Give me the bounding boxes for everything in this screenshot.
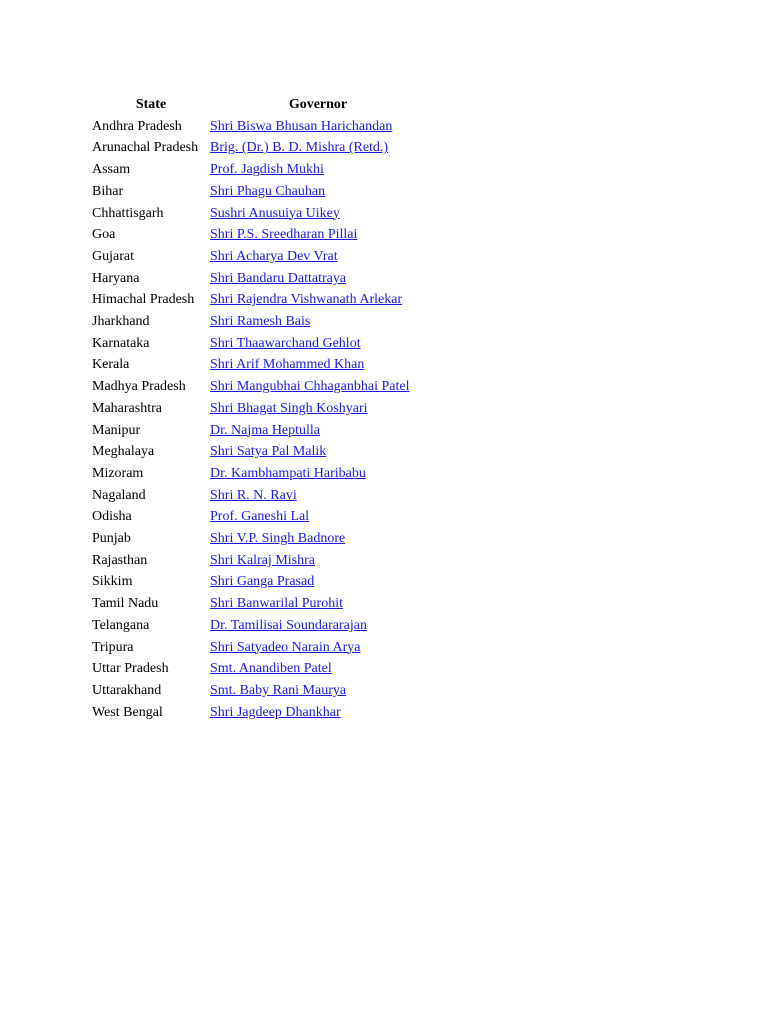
table-row	[92, 702, 426, 724]
table-row	[92, 463, 426, 485]
state-name: Bihar	[92, 183, 124, 199]
governor-link[interactable]: Prof. Jagdish Mukhi	[210, 162, 324, 178]
state-name: Manipur	[92, 422, 141, 438]
state-column-header: State	[135, 97, 167, 112]
table-row	[92, 506, 426, 528]
table-row	[92, 420, 426, 442]
governor-cell	[210, 311, 426, 333]
governor-cell	[210, 181, 426, 203]
governor-link[interactable]: Shri P.S. Sreedharan Pillai	[210, 227, 358, 243]
governor-cell	[210, 376, 426, 398]
governor-link[interactable]: Smt. Anandiben Patel	[210, 661, 332, 677]
governor-cell	[210, 116, 426, 138]
state-name: Andhra Pradesh	[92, 118, 182, 134]
table-row	[92, 593, 426, 615]
table-row	[92, 137, 426, 159]
governor-cell	[210, 441, 426, 463]
state-name: Telangana	[92, 617, 150, 633]
governor-cell	[210, 571, 426, 593]
table-row	[92, 246, 426, 268]
table-row	[92, 289, 426, 311]
governor-link[interactable]: Sushri Anusuiya Uikey	[210, 205, 340, 221]
governor-link[interactable]: Dr. Najma Heptulla	[210, 422, 321, 438]
governor-link[interactable]: Dr. Tamilisai Soundararajan	[210, 617, 368, 633]
table-row	[92, 615, 426, 637]
state-name: Gujarat	[92, 248, 134, 264]
table-row	[92, 550, 426, 572]
state-name: Meghalaya	[92, 444, 155, 460]
state-name: Jharkhand	[92, 314, 150, 330]
governor-cell	[210, 224, 426, 246]
governor-cell	[210, 528, 426, 550]
table-row	[92, 441, 426, 463]
state-name: Chhattisgarh	[92, 205, 164, 221]
table-row	[92, 268, 426, 290]
state-name: Punjab	[92, 531, 131, 547]
state-name: Rajasthan	[92, 552, 148, 568]
governor-link[interactable]: Smt. Baby Rani Maurya	[210, 682, 347, 698]
governor-link[interactable]: Shri Kalraj Mishra	[210, 552, 315, 568]
governor-cell	[210, 333, 426, 355]
governor-link[interactable]: Shri Bhagat Singh Koshyari	[210, 400, 368, 416]
state-name: Uttar Pradesh	[92, 661, 169, 677]
governor-cell	[210, 463, 426, 485]
governor-link[interactable]: Shri Satyadeo Narain Arya	[210, 639, 361, 655]
state-name: Arunachal Pradesh	[92, 140, 199, 156]
governor-cell	[210, 398, 426, 420]
table-row	[92, 333, 426, 355]
governor-cell	[210, 658, 426, 680]
table-row	[92, 181, 426, 203]
governor-cell	[210, 506, 426, 528]
state-name: Uttarakhand	[92, 682, 162, 698]
state-name: Himachal Pradesh	[92, 292, 195, 308]
governor-link[interactable]: Shri Acharya Dev Vrat	[210, 248, 338, 264]
governor-cell	[210, 246, 426, 268]
governor-link[interactable]: Shri R. N. Ravi	[210, 487, 297, 503]
state-name: Sikkim	[92, 574, 133, 590]
state-name: Goa	[92, 227, 116, 243]
table-row	[92, 203, 426, 225]
table-row	[92, 159, 426, 181]
state-name: Madhya Pradesh	[92, 379, 186, 395]
governor-cell	[210, 702, 426, 724]
table-row	[92, 658, 426, 680]
table-row	[92, 528, 426, 550]
governor-cell	[210, 485, 426, 507]
governor-link[interactable]: Shri Banwarilal Purohit	[210, 596, 343, 612]
governor-link[interactable]: Dr. Kambhampati Haribabu	[210, 465, 366, 481]
governor-link[interactable]: Shri Mangubhai Chhaganbhai Patel	[210, 379, 410, 395]
state-name: Maharashtra	[92, 400, 162, 416]
governor-link[interactable]: Shri Rajendra Vishwanath Arlekar	[210, 292, 403, 308]
state-name: Odisha	[92, 509, 132, 525]
state-name: Karnataka	[92, 335, 150, 351]
governor-link[interactable]: Shri Ganga Prasad	[210, 574, 315, 590]
table-row	[92, 485, 426, 507]
governor-link[interactable]: Shri Thaawarchand Gehlot	[210, 335, 361, 351]
governor-cell	[210, 550, 426, 572]
governor-cell	[210, 268, 426, 290]
governor-link[interactable]: Shri Phagu Chauhan	[210, 183, 326, 199]
governor-cell	[210, 680, 426, 702]
governor-link[interactable]: Shri Jagdeep Dhankhar	[210, 704, 341, 720]
governors-table	[92, 94, 426, 723]
table-row	[92, 116, 426, 138]
state-name: Assam	[92, 162, 131, 178]
governor-cell	[210, 593, 426, 615]
state-name: Haryana	[92, 270, 140, 286]
governor-cell	[210, 354, 426, 376]
governor-link[interactable]: Shri Arif Mohammed Khan	[210, 357, 365, 373]
table-row	[92, 311, 426, 333]
governor-cell	[210, 137, 426, 159]
governor-link[interactable]: Shri Satya Pal Malik	[210, 444, 327, 460]
governor-link[interactable]: Shri Biswa Bhusan Harichandan	[210, 118, 393, 134]
state-name: Tripura	[92, 639, 134, 655]
state-name: Kerala	[92, 357, 130, 373]
governor-cell	[210, 615, 426, 637]
governor-cell	[210, 420, 426, 442]
table-row	[92, 224, 426, 246]
governor-column-header: Governor	[288, 97, 348, 112]
governor-cell	[210, 203, 426, 225]
governor-cell	[210, 289, 426, 311]
governor-cell	[210, 159, 426, 181]
table-row	[92, 398, 426, 420]
governor-link[interactable]: Shri Bandaru Dattatraya	[210, 270, 347, 286]
governor-link[interactable]: Brig. (Dr.) B. D. Mishra (Retd.)	[210, 140, 389, 156]
table-row	[92, 354, 426, 376]
table-row	[92, 637, 426, 659]
table-row	[92, 376, 426, 398]
table-body	[92, 116, 426, 724]
state-name: Nagaland	[92, 487, 146, 503]
table-header	[92, 94, 426, 116]
table-row	[92, 680, 426, 702]
governor-link[interactable]: Shri Ramesh Bais	[210, 314, 311, 330]
governor-cell	[210, 637, 426, 659]
state-name: West Bengal	[92, 704, 163, 720]
governor-link[interactable]: Shri V.P. Singh Badnore	[210, 531, 346, 547]
state-name: Tamil Nadu	[92, 596, 159, 612]
state-name: Mizoram	[92, 465, 144, 481]
header-row	[92, 94, 426, 116]
governor-link[interactable]: Prof. Ganeshi Lal	[210, 509, 310, 525]
table-row	[92, 571, 426, 593]
